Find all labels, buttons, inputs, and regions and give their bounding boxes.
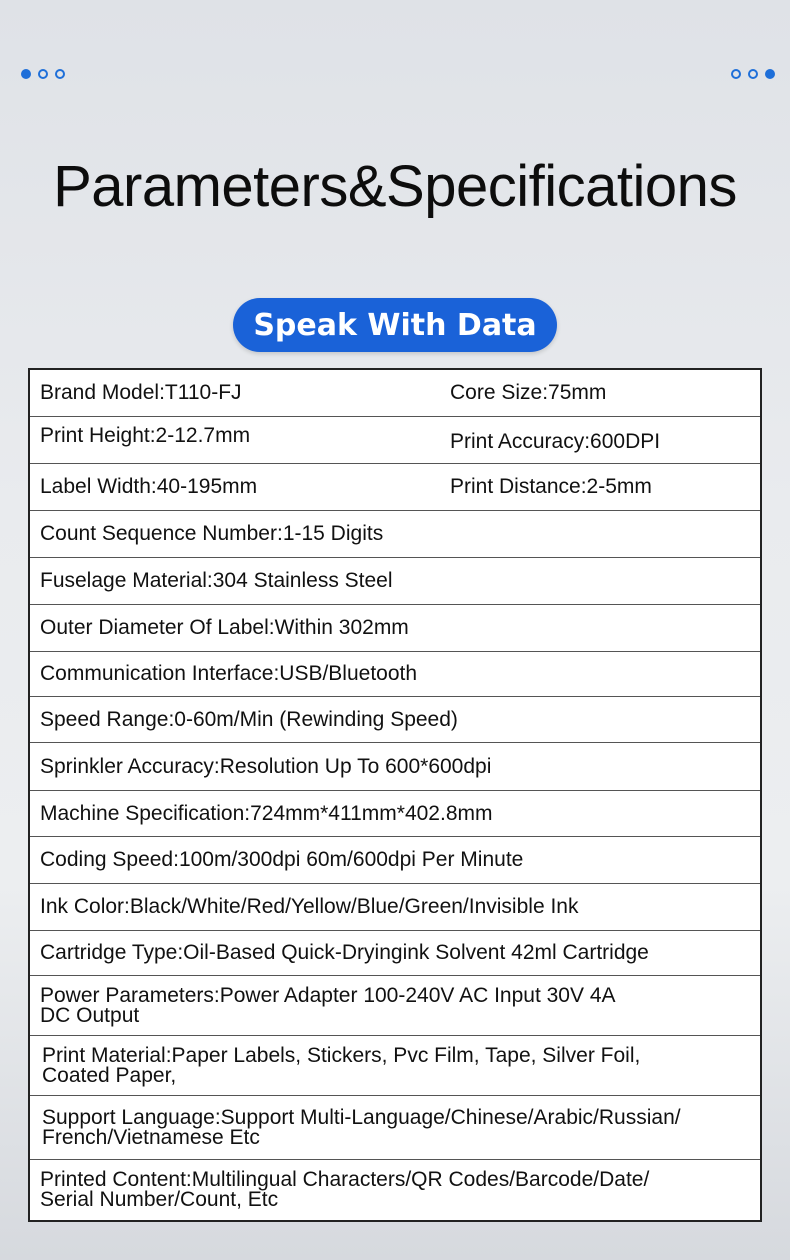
- table-row: [30, 1096, 760, 1160]
- table-row: [30, 1160, 760, 1220]
- speak-with-data-badge: Speak With Data: [233, 298, 557, 352]
- spec-line: Coated Paper,: [42, 1063, 177, 1087]
- table-row: [30, 743, 760, 791]
- spec-cell: Communication Interface:USB/Bluetooth: [40, 662, 418, 685]
- spec-cell: [42, 1043, 752, 1087]
- spec-cell: Speed Range:0-60m/Min (Rewinding Speed): [40, 707, 458, 731]
- spec-cell: Count Sequence Number:1-15 Digits: [40, 522, 384, 545]
- spec-line: Print Material:Paper Labels, Stickers, Pvc Film, Tape, Silver Foil,: [42, 1043, 641, 1067]
- dot-outline: [55, 69, 65, 79]
- table-row: [30, 931, 760, 976]
- table-row: [30, 791, 760, 837]
- table-row: [30, 884, 760, 931]
- spec-cell: Sprinkler Accuracy:Resolution Up To 600*600dpi: [40, 754, 492, 778]
- spec-cell: Coding Speed:100m/300dpi 60m/600dpi Per Minute: [40, 848, 524, 871]
- spec-cell: Print Height:2-12.7mm: [40, 424, 251, 447]
- spec-cell: Brand Model:T110-FJ: [40, 381, 242, 404]
- spec-cell: Print Accuracy:600DPI: [450, 430, 661, 453]
- carousel-dots-right: [731, 69, 775, 79]
- spec-cell: Core Size:75mm: [450, 381, 607, 404]
- table-row: [30, 417, 760, 464]
- table-row: [30, 558, 760, 605]
- table-row: [30, 652, 760, 697]
- spec-line: French/Vietnamese Etc: [42, 1125, 260, 1149]
- spec-cell: Ink Color:Black/White/Red/Yellow/Blue/Green/Invisible Ink: [40, 895, 579, 918]
- page-title: Parameters&Specifications: [53, 154, 737, 219]
- table-row: [30, 370, 760, 417]
- dot-outline: [731, 69, 741, 79]
- spec-cell: [40, 983, 752, 1027]
- spec-line: Support Language:Support Multi-Language/Chinese/Arabic/Russian/: [42, 1105, 681, 1129]
- carousel-dots-left: [21, 69, 65, 79]
- table-row: [30, 837, 760, 884]
- table-row: [30, 1036, 760, 1096]
- table-row: [30, 511, 760, 558]
- dot-filled: [765, 69, 775, 79]
- spec-cell: [42, 1105, 752, 1149]
- table-row: [30, 464, 760, 511]
- spec-cell: Outer Diameter Of Label:Within 302mm: [40, 616, 409, 639]
- spec-line: Printed Content:Multilingual Characters/QR Codes/Barcode/Date/: [40, 1168, 650, 1191]
- dot-filled: [21, 69, 31, 79]
- dot-outline: [38, 69, 48, 79]
- spec-cell: Label Width:40-195mm: [40, 475, 258, 498]
- spec-cell: [40, 1170, 752, 1210]
- spec-line: DC Output: [40, 1003, 140, 1027]
- table-row: [30, 605, 760, 652]
- spec-line: Power Parameters:Power Adapter 100-240V AC Input 30V 4A: [40, 983, 616, 1007]
- spec-cell: Fuselage Material:304 Stainless Steel: [40, 569, 393, 592]
- spec-table: [28, 368, 762, 1222]
- spec-line: Serial Number/Count, Etc: [40, 1188, 279, 1211]
- table-row: [30, 976, 760, 1036]
- table-row: [30, 697, 760, 743]
- dot-outline: [748, 69, 758, 79]
- spec-cell: Cartridge Type:Oil-Based Quick-Dryingink Solvent 42ml Cartridge: [40, 941, 649, 964]
- spec-cell: Print Distance:2-5mm: [450, 475, 652, 498]
- spec-cell: Machine Specification:724mm*411mm*402.8mm: [40, 801, 493, 825]
